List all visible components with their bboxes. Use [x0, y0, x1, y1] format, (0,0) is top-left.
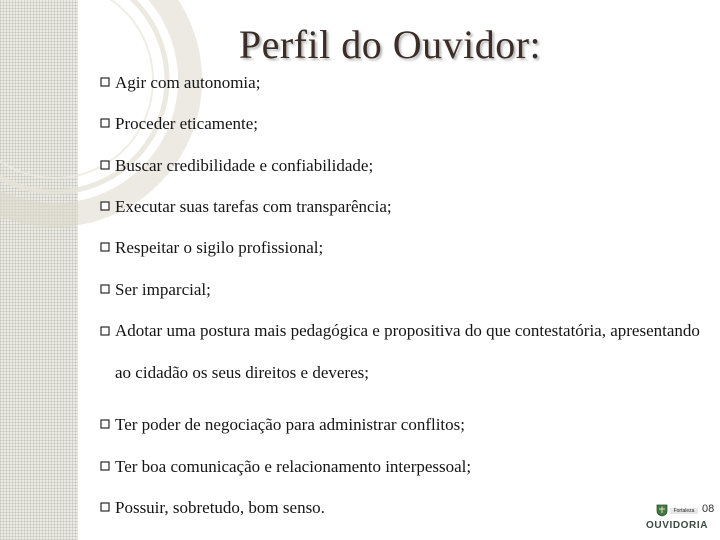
city-emblem-icon [655, 503, 669, 517]
bullet-list [98, 72, 708, 518]
list-item-text: Buscar credibilidade e confiabilidade; [115, 156, 374, 175]
list-item-text: Executar suas tarefas com transparência; [115, 197, 392, 216]
list-item [98, 237, 708, 258]
logo-text: OUVIDORIA [646, 520, 709, 531]
checkbox-square-icon [100, 461, 110, 471]
list-item [98, 72, 708, 93]
list-item-text: Proceder eticamente; [115, 114, 259, 133]
list-item-text: Ter boa comunicação e relacionamento interpessoal; [115, 457, 472, 476]
list-item [98, 497, 708, 518]
checkbox-square-icon [100, 160, 110, 170]
list-item-text: Ter poder de negociação para administrar conflitos; [115, 415, 465, 434]
checkbox-square-icon [100, 201, 110, 211]
checkbox-square-icon [100, 284, 110, 294]
list-item-text: Respeitar o sigilo profissional; [115, 238, 324, 257]
list-item [98, 456, 708, 477]
page-number: 08 [702, 503, 715, 515]
logo-city-label: Fortaleza [670, 508, 698, 514]
checkbox-square-icon [100, 502, 110, 512]
list-item [98, 279, 708, 300]
checkbox-square-icon [100, 326, 110, 336]
list-item [98, 414, 708, 435]
list-item-text: Possuir, sobretudo, bom senso. [115, 498, 325, 517]
list-item-text: Ser imparcial; [115, 280, 211, 299]
checkbox-square-icon [100, 242, 110, 252]
list-item-text: Agir com autonomia; [115, 73, 261, 92]
list-item [98, 196, 708, 217]
checkbox-square-icon [100, 419, 110, 429]
list-item [98, 310, 708, 394]
list-item [98, 155, 708, 176]
list-item [98, 113, 708, 134]
slide-title: Perfil do Ouvidor: [238, 22, 542, 67]
checkbox-square-icon [100, 118, 110, 128]
list-item-text: Adotar uma postura mais pedagógica e propositiva do que contestatória, apresentando ao cidadão os seus direitos e deveres; [115, 321, 700, 382]
checkbox-square-icon [100, 77, 110, 87]
